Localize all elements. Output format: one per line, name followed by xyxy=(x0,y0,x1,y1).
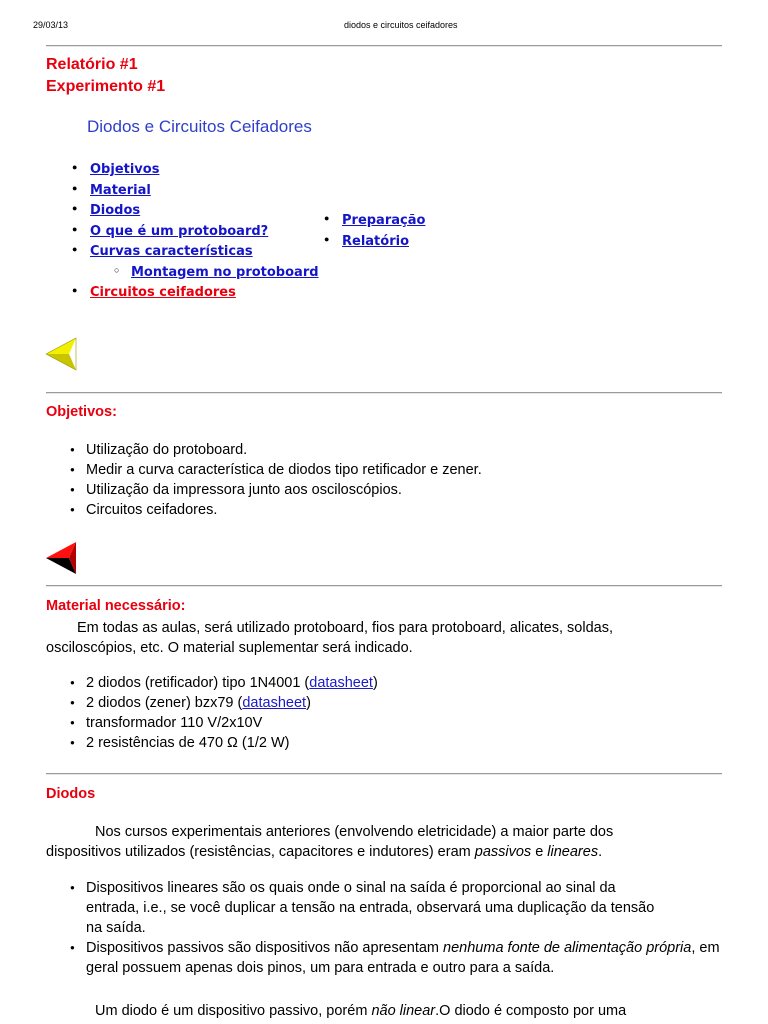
nav-link-preparacao[interactable]: Preparação xyxy=(342,213,426,228)
p2-text-end: .O diodo é composto por uma xyxy=(435,1003,627,1019)
p1-period: . xyxy=(598,844,603,860)
b2-text-end: , em geral possuem apenas dois pinos, um para entrada e outro para a saída. xyxy=(86,940,720,976)
objetivos-list xyxy=(86,440,726,520)
nav-item xyxy=(90,242,330,263)
nav-link-material[interactable]: Material xyxy=(90,182,151,198)
list-item: ● Medir a curva característica de diodos tipo retificador e zener. xyxy=(86,460,726,480)
list-item: ● Utilização do protoboard. xyxy=(86,440,726,460)
p1-and: e xyxy=(531,844,548,860)
nav-link-diodos[interactable]: Diodos xyxy=(90,203,141,218)
paren-close: ) xyxy=(306,695,311,711)
list-item: ● Circuitos ceifadores. xyxy=(86,500,726,520)
list-item xyxy=(86,938,726,978)
list-item: ● 2 resistências de 470 Ω (1/2 W) xyxy=(86,733,726,753)
print-title: diodos e circuitos ceifadores xyxy=(344,20,458,30)
nav-link-relatorio[interactable]: Relatório xyxy=(342,233,409,249)
b2-italic: nenhuma fonte de alimentação própria xyxy=(443,940,692,956)
list-item xyxy=(86,673,726,693)
paren-close: ) xyxy=(372,675,378,691)
p1-text: dispositivos utilizados (resistências, capacitores e indutores) eram xyxy=(46,844,475,860)
diodos-p1-line1: Nos cursos experimentais anteriores (envolvendo eletricidade) a maior parte dos xyxy=(95,824,614,840)
nav-link-circuitos[interactable]: Circuitos ceifadores xyxy=(90,285,236,300)
nav-link-protoboard[interactable]: O que é um protoboard? xyxy=(90,223,269,239)
list-item: ● Utilização da impressora junto aos osciloscópios. xyxy=(86,480,726,500)
page-title: Diodos e Circuitos Ceifadores xyxy=(87,117,312,136)
section-heading-diodos: Diodos xyxy=(46,786,96,802)
nav-subitem xyxy=(131,263,330,284)
divider xyxy=(46,392,722,394)
red-arrow-icon[interactable] xyxy=(44,540,80,576)
p1-italic-passivos: passivos xyxy=(474,844,532,860)
b2-text: Dispositivos passivos são dispositivos não apresentam xyxy=(86,940,444,956)
section-heading-objetivos: Objetivos: xyxy=(46,404,117,420)
nav-item xyxy=(342,211,462,232)
nav-link-objetivos[interactable]: Objetivos xyxy=(90,162,160,177)
divider xyxy=(46,773,722,775)
p1-italic-lineares: lineares xyxy=(547,844,599,860)
diodos-p2 xyxy=(95,1001,626,1021)
nav-item xyxy=(342,232,462,253)
section-heading-material: Material necessário: xyxy=(46,598,186,614)
nav-link-montagem[interactable]: Montagem no protoboard xyxy=(131,264,319,280)
material-item-2-text: 2 diodos (zener) bzx79 ( xyxy=(86,695,243,711)
b1-line1: ● Dispositivos lineares são os quais onde o sinal na saída é proporcional ao sinal da xyxy=(86,880,616,896)
divider xyxy=(46,45,722,47)
nav-item xyxy=(90,222,330,243)
experiment-number: Experimento #1 xyxy=(46,78,166,95)
p2-italic: não linear xyxy=(371,1003,436,1019)
nav-item xyxy=(90,181,330,202)
yellow-arrow-icon[interactable] xyxy=(44,336,80,372)
nav-link-curvas[interactable]: Curvas características xyxy=(90,244,253,259)
b1-line2: entrada, i.e., se você duplicar a tensão na entrada, observará uma duplicação da tensão xyxy=(86,900,655,916)
material-intro-line1: Em todas as aulas, será utilizado protoboard, fios para protoboard, alicates, soldas, xyxy=(77,620,613,636)
list-item: ● transformador 110 V/2x10V xyxy=(86,713,726,733)
print-date: 29/03/13 xyxy=(33,20,69,30)
nav-item xyxy=(90,160,330,181)
datasheet-link-bzx79[interactable]: datasheet xyxy=(242,695,307,711)
list-item xyxy=(86,878,726,938)
datasheet-link-1n4001[interactable]: datasheet xyxy=(309,675,373,691)
list-item xyxy=(86,693,726,713)
material-list xyxy=(86,673,726,753)
diodos-list xyxy=(86,878,726,978)
report-number: Relatório #1 xyxy=(46,56,138,73)
nav-list-left xyxy=(90,160,330,304)
nav-item xyxy=(90,283,330,304)
p2-text: Um diodo é um dispositivo passivo, porém xyxy=(95,1003,372,1019)
material-intro-line2: osciloscópios, etc. O material suplementar será indicado. xyxy=(46,640,413,656)
nav-list-right xyxy=(342,211,462,252)
b1-line3: na saída. xyxy=(86,920,146,936)
divider xyxy=(46,585,722,587)
material-item-1-text: 2 diodos (retificador) tipo 1N4001 ( xyxy=(86,675,310,691)
diodos-p1-line2 xyxy=(46,842,602,862)
nav-item xyxy=(90,201,330,222)
